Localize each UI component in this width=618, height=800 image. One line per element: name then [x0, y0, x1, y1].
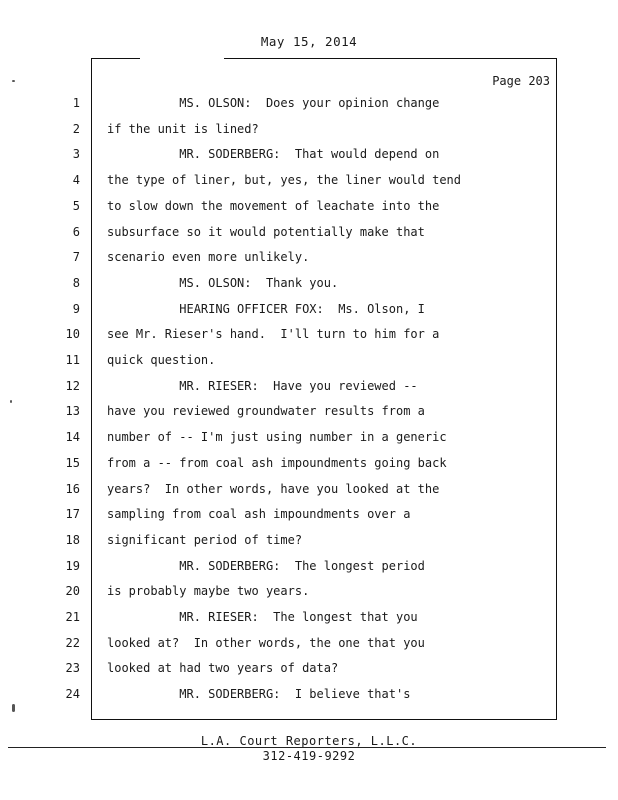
transcript-line-text: is probably maybe two years.	[107, 584, 310, 598]
transcript-line-text: if the unit is lined?	[107, 122, 259, 136]
transcript-line-text: MR. RIESER: The longest that you	[107, 610, 418, 624]
line-number: 6	[72, 225, 80, 239]
transcript-line-text: years? In other words, have you looked at the	[107, 482, 440, 496]
scan-speck	[10, 400, 12, 403]
line-number: 12	[65, 379, 80, 393]
line-number: 18	[65, 533, 80, 547]
transcript-line-text: MR. SODERBERG: That would depend on	[107, 147, 440, 161]
page-number-label: Page 203	[492, 74, 550, 88]
line-number: 9	[72, 302, 80, 316]
scan-speck	[12, 80, 15, 82]
transcript-line-text: from a -- from coal ash impoundments going back	[107, 456, 447, 470]
line-number: 16	[65, 482, 80, 496]
footer-company: L.A. Court Reporters, L.L.C.	[200, 734, 418, 748]
line-number: 7	[72, 250, 80, 264]
line-number: 21	[65, 610, 80, 624]
line-number: 3	[72, 147, 80, 161]
line-number: 5	[72, 199, 80, 213]
line-number: 4	[72, 173, 80, 187]
transcript-line-text: subsurface so it would potentially make that	[107, 225, 425, 239]
line-number: 13	[65, 404, 80, 418]
transcript-line-text: see Mr. Rieser's hand. I'll turn to him for a	[107, 327, 440, 341]
transcript-line-text: HEARING OFFICER FOX: Ms. Olson, I	[107, 302, 425, 316]
line-number: 17	[65, 507, 80, 521]
line-number: 19	[65, 559, 80, 573]
transcript-line-text: significant period of time?	[107, 533, 303, 547]
transcript-line-text: MR. RIESER: Have you reviewed --	[107, 379, 418, 393]
scan-speck	[12, 704, 15, 712]
line-number: 2	[72, 122, 80, 136]
line-number: 24	[65, 687, 80, 701]
footer-rule	[8, 747, 606, 748]
line-number: 23	[65, 661, 80, 675]
header-date: May 15, 2014	[260, 34, 358, 49]
transcript-line-text: MR. SODERBERG: I believe that's	[107, 687, 411, 701]
transcript-line-text: looked at had two years of data?	[107, 661, 339, 675]
line-number: 20	[65, 584, 80, 598]
transcript-line-text: number of -- I'm just using number in a generic	[107, 430, 447, 444]
line-number: 1	[72, 96, 80, 110]
line-number: 11	[65, 353, 80, 367]
transcript-line-text: to slow down the movement of leachate into the	[107, 199, 440, 213]
transcript-line-text: the type of liner, but, yes, the liner would tend	[107, 173, 462, 187]
line-number: 10	[65, 327, 80, 341]
transcript-line-text: MS. OLSON: Does your opinion change	[107, 96, 440, 110]
transcript-line-text: scenario even more unlikely.	[107, 250, 310, 264]
transcript-line-text: have you reviewed groundwater results from a	[107, 404, 425, 418]
line-number: 22	[65, 636, 80, 650]
transcript-line-text: MR. SODERBERG: The longest period	[107, 559, 425, 573]
transcript-line-text: looked at? In other words, the one that you	[107, 636, 425, 650]
line-number: 15	[65, 456, 80, 470]
line-number: 14	[65, 430, 80, 444]
transcript-line-text: quick question.	[107, 353, 216, 367]
frame-gap	[140, 56, 224, 60]
footer-phone: 312-419-9292	[262, 749, 356, 763]
line-number: 8	[72, 276, 80, 290]
transcript-line-text: MS. OLSON: Thank you.	[107, 276, 339, 290]
transcript-line-text: sampling from coal ash impoundments over a	[107, 507, 411, 521]
